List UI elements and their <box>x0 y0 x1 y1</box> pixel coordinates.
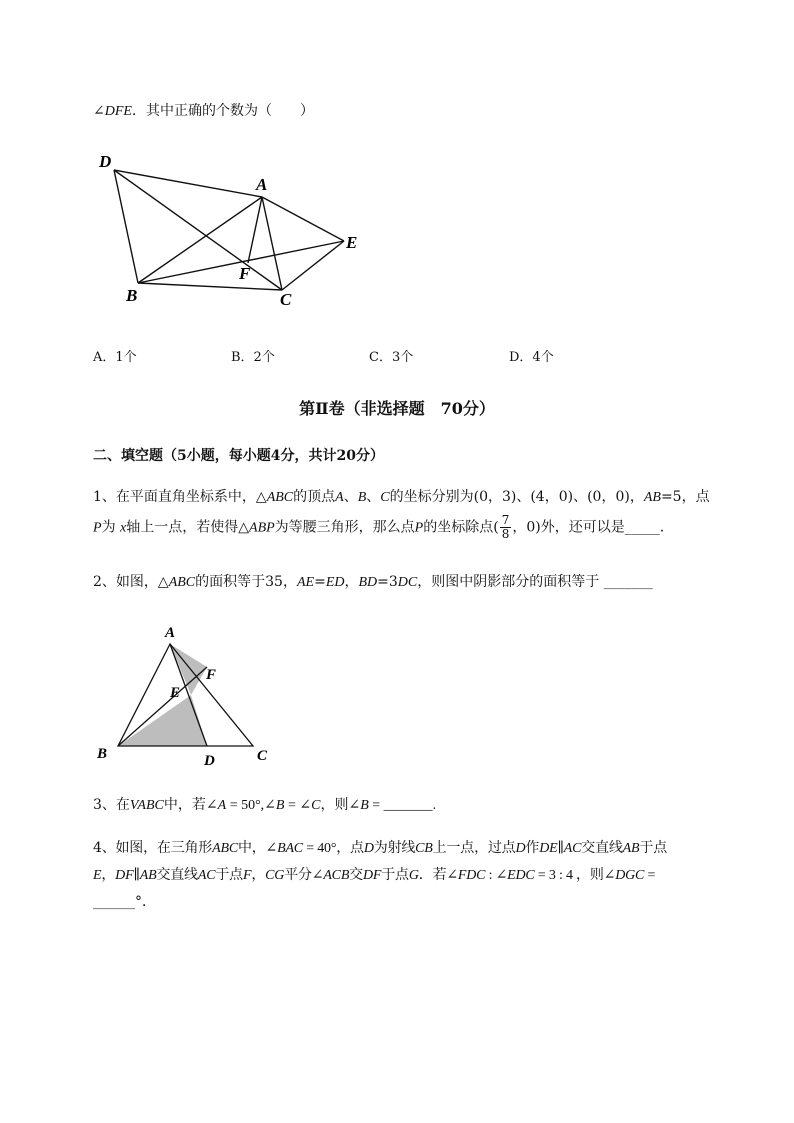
label-d: D <box>99 152 112 171</box>
q4-var: D <box>363 841 374 856</box>
q2-var: ABC <box>168 575 196 590</box>
q1-line2 <box>93 514 664 541</box>
q1-var: ABP <box>249 520 275 536</box>
q4-line2 <box>93 864 655 884</box>
q4-text: 交直线 <box>156 867 198 883</box>
q1-var: ABC <box>266 490 294 505</box>
q4-text: 于点 <box>381 867 409 883</box>
q4-var: FDC <box>457 868 486 883</box>
q3-var: A <box>217 798 227 813</box>
q4-var: E <box>93 868 102 883</box>
section-title: 第Ⅱ卷（非选择题 70分） <box>299 399 495 418</box>
figure-triangle-shaded <box>90 620 290 770</box>
section-heading: 二、填空题（5小题，每小题4分，共计20分） <box>93 448 384 464</box>
q4-text: ， <box>251 867 266 883</box>
label-e: E <box>346 233 358 252</box>
q4-text: 为射线 <box>373 840 416 856</box>
q2-var: DC <box>397 575 418 590</box>
label-e2: E <box>170 685 181 701</box>
q1-var: P <box>93 520 102 536</box>
q1-text: 为等腰三角形，那么点 <box>274 519 415 536</box>
option-a: A．1个 <box>93 350 137 365</box>
q4-text: : ∠ <box>485 868 508 883</box>
q1-text: 、 <box>366 489 381 505</box>
q3-text: 3、在 <box>93 797 130 813</box>
q4-answer-blank: ______°． <box>93 894 156 910</box>
q4-text: ， <box>101 867 116 883</box>
q1-var: P <box>414 520 424 536</box>
q4-text: = 40°，点 <box>302 841 364 856</box>
q4-var: G <box>408 868 419 883</box>
label-f2: F <box>206 667 217 683</box>
fraction-denominator: 8 <box>501 527 510 541</box>
q4-text: 于点 <box>639 840 667 856</box>
label-a: A <box>256 175 268 194</box>
q4-text: 平分∠ <box>284 867 324 883</box>
figure-quadrilateral <box>90 145 380 315</box>
q4-text: 交 <box>349 867 363 883</box>
q4-var: AB <box>622 841 640 856</box>
q4-var: D <box>515 841 526 856</box>
label-d2: D <box>204 753 215 769</box>
q1-text: 的顶点 <box>293 489 336 505</box>
fraction-7-8 <box>500 514 512 541</box>
q4-var: CB <box>415 841 433 856</box>
q4-text: 于点 <box>215 867 243 883</box>
q4-line1 <box>93 837 667 857</box>
q3-var: C <box>311 798 321 813</box>
q3-var: VABC <box>129 798 164 813</box>
q1-var: C <box>380 490 390 505</box>
q3-var: B <box>275 798 285 813</box>
q1-text: 的坐标除点( <box>423 519 499 536</box>
q2-line <box>93 571 653 591</box>
q4-var: EDC <box>507 868 535 883</box>
q2-var: AE <box>296 575 315 590</box>
q4-text: 交直线 <box>581 840 623 856</box>
q4-var: DGC <box>615 868 645 883</box>
q4-text: 作 <box>525 840 540 856</box>
q2-text: =3 <box>377 574 398 590</box>
q4-text: ．若∠ <box>418 867 458 883</box>
label-c: C <box>280 290 292 309</box>
q3-text: = _______. <box>368 798 437 813</box>
angle-dfe: ∠DFE <box>93 104 132 119</box>
q4-var: DF <box>115 868 134 883</box>
q1-text: ，0)外，还可以是_____. <box>512 519 665 536</box>
q2-text: = <box>314 574 326 590</box>
q2-text: 2、如图，△ <box>93 574 169 590</box>
q1-var: x <box>120 520 127 536</box>
option-b: B．2个 <box>231 350 275 365</box>
label-c2: C <box>257 748 268 764</box>
q1-text: 的坐标分别为(0，3)、(4，0)、(0，0)， <box>389 489 644 505</box>
q1-var: A <box>335 490 344 505</box>
q4-var: AB <box>139 868 157 883</box>
q4-text: 中，∠ <box>237 840 278 856</box>
q2-text: ，则图中阴影部分的面积等于 _______ <box>417 574 653 590</box>
q4-var: BAC <box>277 841 303 856</box>
q1-var: AB <box>643 490 661 505</box>
q4-text: = <box>644 868 656 883</box>
q3-line <box>93 794 436 814</box>
q3-text: = 50°,∠ <box>226 798 276 813</box>
option-c: C．3个 <box>369 350 414 365</box>
label-f: F <box>239 264 251 283</box>
q1-text: 、 <box>343 489 358 505</box>
q4-var: ACB <box>323 868 350 883</box>
label-b2: B <box>97 746 108 762</box>
q4-text: = 3 : 4 ，则∠ <box>534 868 616 883</box>
q1-text: =5，点 <box>660 489 710 505</box>
q4-text: 上一点，过点 <box>432 840 516 856</box>
q2-text: ， <box>344 574 359 590</box>
q4-line3 <box>93 891 156 911</box>
question-tail-line <box>93 100 314 120</box>
q4-var: DF <box>362 868 382 883</box>
q4-var: DE <box>539 841 558 856</box>
q4-var: CG <box>265 868 285 883</box>
fraction-numerator: 7 <box>501 513 510 527</box>
label-b: B <box>126 286 138 305</box>
q4-var: ABC <box>212 841 238 856</box>
q2-text: 的面积等于35， <box>195 574 297 590</box>
q4-var: AC <box>197 868 216 883</box>
q1-text: 1、在平面直角坐标系中，△ <box>93 489 267 505</box>
q3-text: = ∠ <box>284 798 312 813</box>
q1-var: B <box>357 490 367 505</box>
question-tail-text: ．其中正确的个数为（ ） <box>131 103 314 119</box>
q4-var: F <box>242 868 252 883</box>
q2-var: BD <box>358 575 378 590</box>
label-a2: A <box>165 625 176 641</box>
q2-var: ED <box>325 575 345 590</box>
q4-text: ∥ <box>133 867 140 883</box>
q1-text: 轴上一点，若使得△ <box>126 519 250 536</box>
q1-text: 为 <box>101 519 121 536</box>
q3-text: 中，若∠ <box>163 797 218 813</box>
q1-line1 <box>93 486 710 506</box>
q3-var: B <box>360 798 369 813</box>
q4-var: AC <box>563 841 582 856</box>
q3-text: ，则∠ <box>320 797 361 813</box>
option-d: D．4个 <box>509 350 554 365</box>
q4-text: ∥ <box>557 840 564 856</box>
q4-text: 4、如图，在三角形 <box>93 840 213 856</box>
